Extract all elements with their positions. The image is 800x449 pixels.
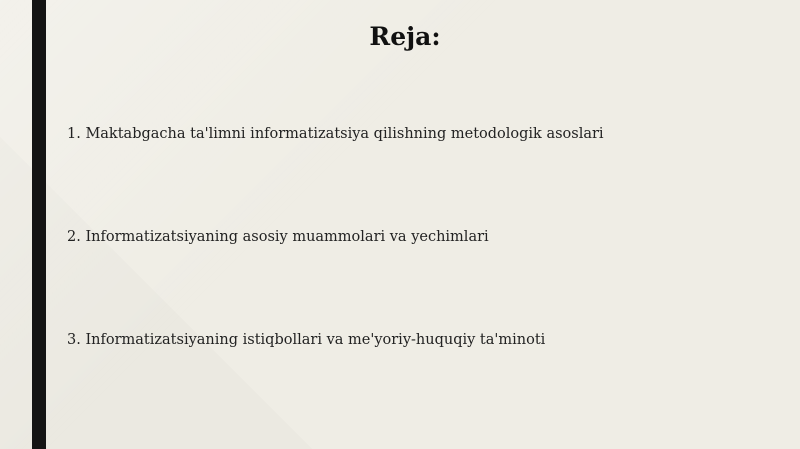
left-accent-bar	[32, 0, 46, 449]
slide-title: Reja:	[369, 22, 441, 51]
plan-item-1: 1. Maktabgacha ta'limni informatizatsiya qilishning metodologik asoslari	[67, 126, 604, 142]
plan-item-2: 2. Informatizatsiyaning asosiy muammolari va yechimlari	[67, 229, 489, 245]
plan-item-3: 3. Informatizatsiyaning istiqbollari va me'yoriy-huquqiy ta'minoti	[67, 332, 546, 348]
